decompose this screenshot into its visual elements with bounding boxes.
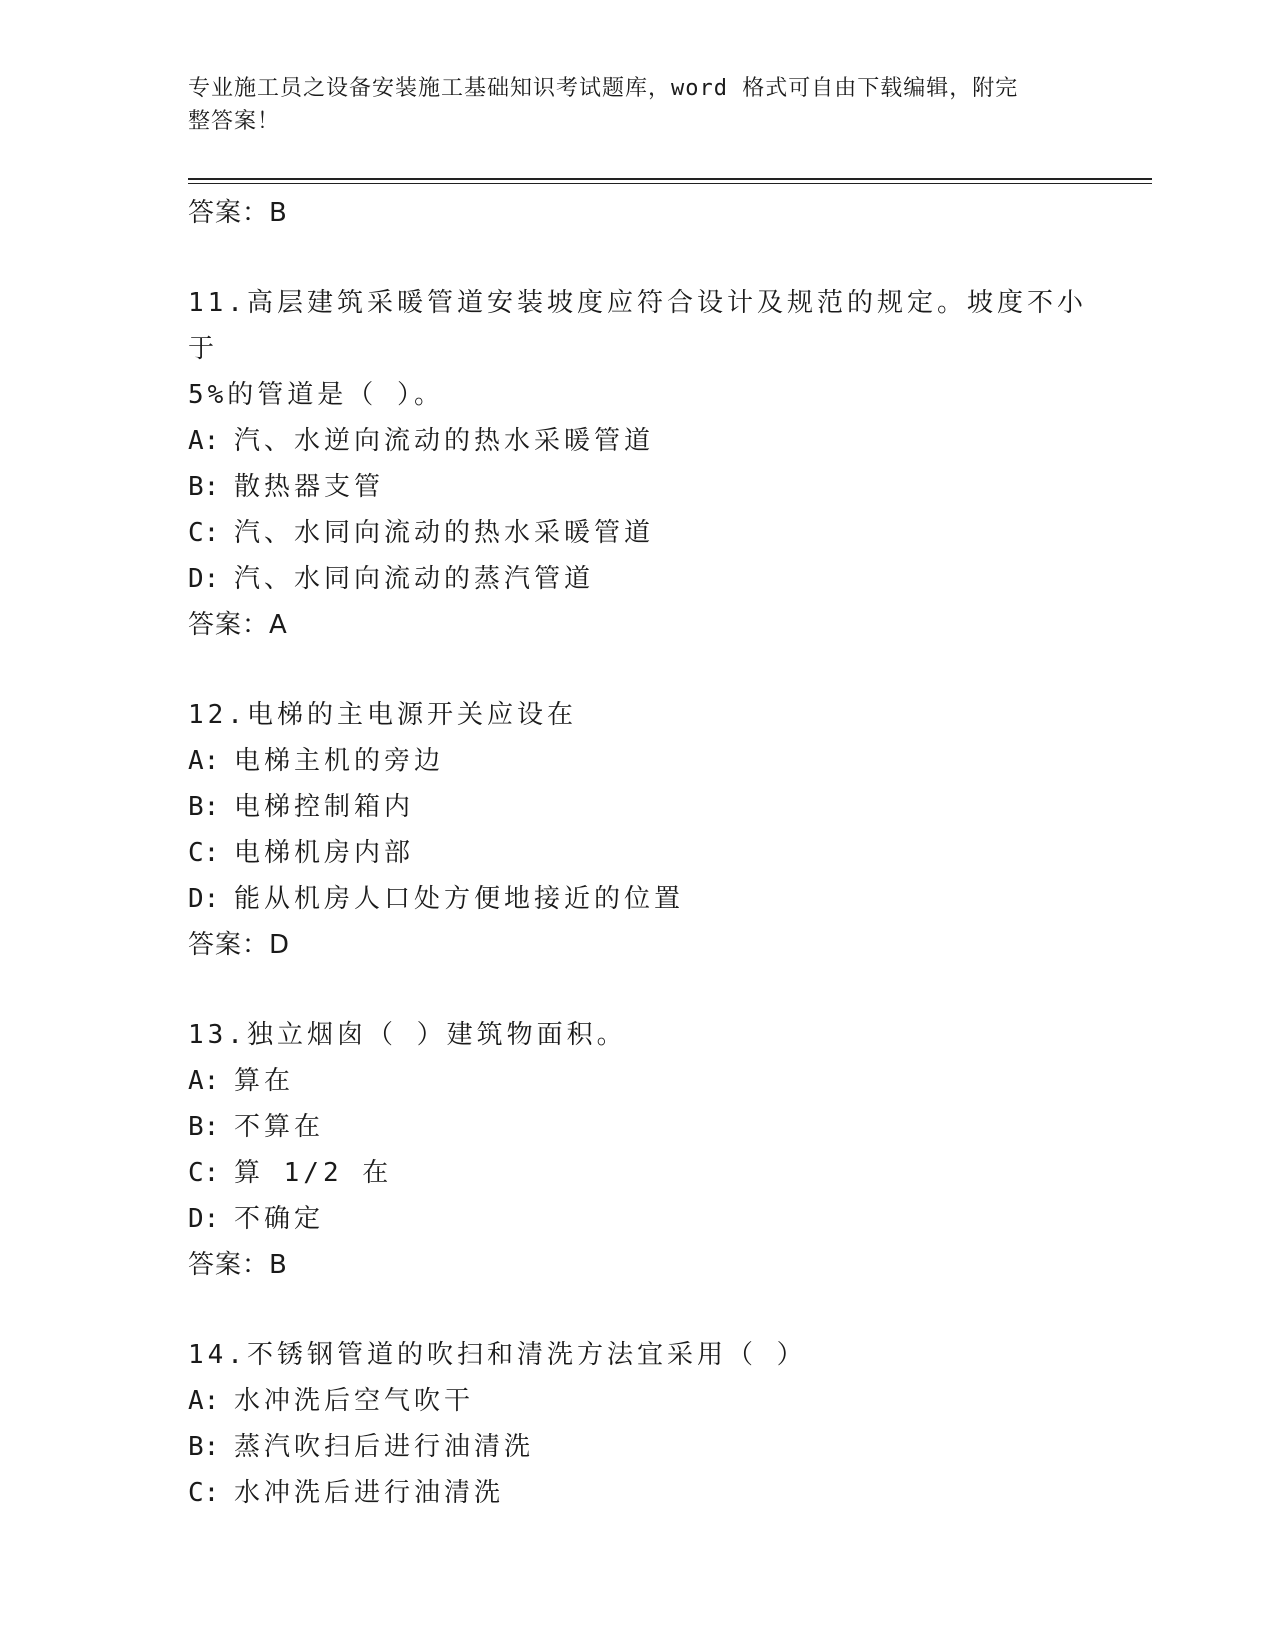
option-letter: D: bbox=[188, 884, 220, 914]
option-letter: D: bbox=[188, 564, 220, 594]
option-letter: A: bbox=[188, 1386, 220, 1416]
option-text: 散热器支管 bbox=[234, 472, 385, 502]
option-b bbox=[188, 1424, 1088, 1470]
question-14 bbox=[188, 1332, 1088, 1516]
option-a bbox=[188, 1058, 1088, 1104]
header-line-2: 整答案！ bbox=[188, 109, 281, 134]
option-letter: A: bbox=[188, 746, 220, 776]
option-letter: A: bbox=[188, 426, 220, 456]
option-c bbox=[188, 1150, 1088, 1196]
option-letter: B: bbox=[188, 1112, 220, 1142]
document-header bbox=[188, 72, 1078, 138]
option-text: 蒸汽吹扫后进行油清洗 bbox=[234, 1432, 535, 1462]
question-text-line: 13.独立烟囱（ ）建筑物面积。 bbox=[188, 1020, 627, 1050]
question-text-line: 14.不锈钢管道的吹扫和清洗方法宜采用（ ） bbox=[188, 1340, 807, 1370]
option-letter: D: bbox=[188, 1204, 220, 1234]
option-text: 不确定 bbox=[234, 1204, 325, 1234]
option-a bbox=[188, 418, 1088, 464]
option-text: 电梯主机的旁边 bbox=[234, 746, 445, 776]
option-text: 算在 bbox=[234, 1066, 295, 1096]
option-text: 汽、水同向流动的热水采暖管道 bbox=[234, 518, 655, 548]
question-text-line: 11.高层建筑采暖管道安装坡度应符合设计及规范的规定。坡度不小于 bbox=[188, 288, 1087, 364]
option-text: 电梯控制箱内 bbox=[234, 792, 415, 822]
answer-line: 答案：D bbox=[188, 930, 291, 960]
header-line-1: 专业施工员之设备安装施工基础知识考试题库，word 格式可自由下载编辑，附完 bbox=[188, 76, 1019, 101]
option-text: 不算在 bbox=[234, 1112, 325, 1142]
previous-question-answer: 答案：B bbox=[188, 198, 288, 228]
option-letter: C: bbox=[188, 838, 220, 868]
option-letter: B: bbox=[188, 792, 220, 822]
option-text: 电梯机房内部 bbox=[234, 838, 415, 868]
option-text: 能从机房人口处方便地接近的位置 bbox=[234, 884, 685, 914]
answer-line: 答案：A bbox=[188, 610, 288, 640]
question-list bbox=[188, 190, 1088, 1560]
option-letter: B: bbox=[188, 472, 220, 502]
option-a bbox=[188, 1378, 1088, 1424]
option-letter: C: bbox=[188, 1478, 220, 1508]
option-d bbox=[188, 556, 1088, 602]
option-text: 汽、水逆向流动的热水采暖管道 bbox=[234, 426, 655, 456]
option-c bbox=[188, 830, 1088, 876]
option-b bbox=[188, 1104, 1088, 1150]
option-text: 算 1/2 在 bbox=[234, 1158, 393, 1188]
option-c bbox=[188, 510, 1088, 556]
option-text: 水冲洗后空气吹干 bbox=[234, 1386, 475, 1416]
question-text-line: 5%的管道是（ ）。 bbox=[188, 380, 444, 410]
answer-line: 答案：B bbox=[188, 1250, 288, 1280]
question-12 bbox=[188, 692, 1088, 968]
option-letter: C: bbox=[188, 518, 220, 548]
question-text-line: 12.电梯的主电源开关应设在 bbox=[188, 700, 577, 730]
option-b bbox=[188, 784, 1088, 830]
option-a bbox=[188, 738, 1088, 784]
option-letter: A: bbox=[188, 1066, 220, 1096]
option-d bbox=[188, 1196, 1088, 1242]
option-letter: B: bbox=[188, 1432, 220, 1462]
question-11 bbox=[188, 280, 1088, 648]
header-divider-thin bbox=[188, 183, 1152, 184]
option-text: 汽、水同向流动的蒸汽管道 bbox=[234, 564, 595, 594]
header-divider-thick bbox=[188, 178, 1152, 180]
option-d bbox=[188, 876, 1088, 922]
option-b bbox=[188, 464, 1088, 510]
option-letter: C: bbox=[188, 1158, 220, 1188]
option-text: 水冲洗后进行油清洗 bbox=[234, 1478, 505, 1508]
option-c bbox=[188, 1470, 1088, 1516]
question-13 bbox=[188, 1012, 1088, 1288]
